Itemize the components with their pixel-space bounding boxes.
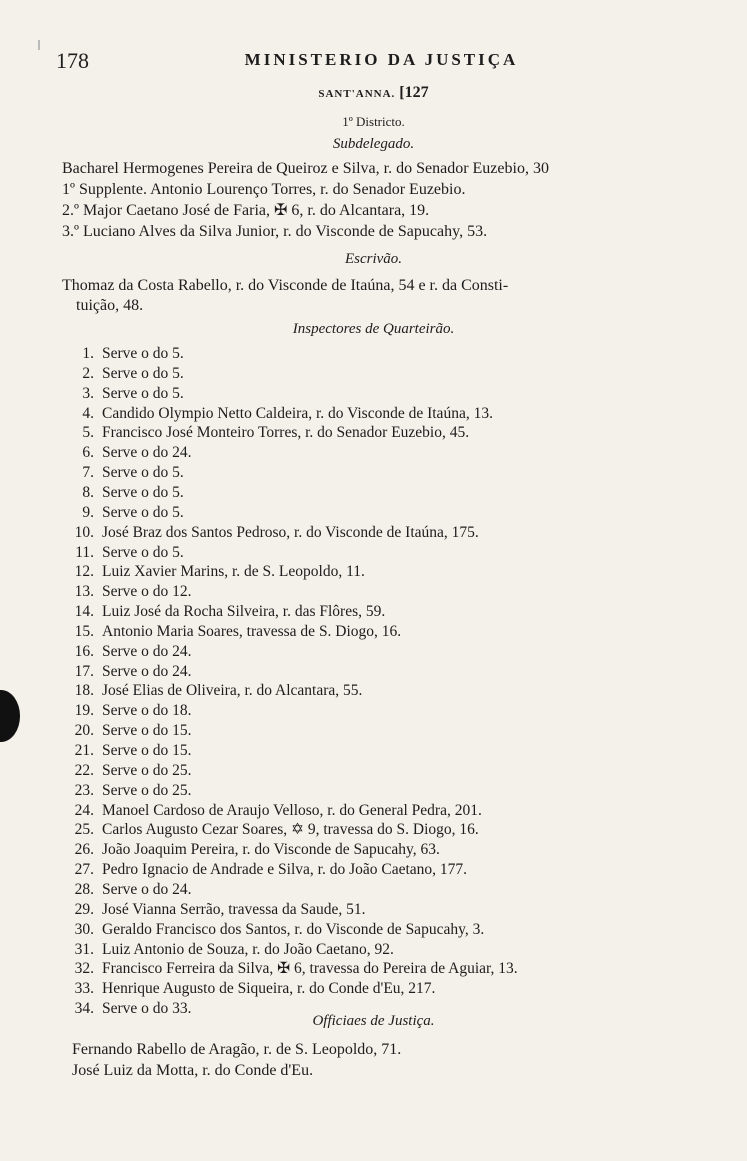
- inspector-text: Serve o do 24.: [102, 880, 192, 898]
- inspector-row: [64, 622, 704, 642]
- parish-prefix: SANT'ANNA.: [318, 88, 396, 100]
- inspector-text: Serve o do 5.: [102, 503, 184, 521]
- inspector-row: [64, 860, 704, 880]
- inspector-number: 12.: [74, 563, 94, 581]
- inspector-row: [64, 642, 704, 662]
- inspector-text: Serve o do 15.: [102, 742, 192, 759]
- inspector-row: [64, 979, 704, 999]
- inspector-number: 28.: [74, 880, 94, 898]
- inspector-number: 4.: [82, 404, 94, 422]
- inspector-row: [64, 761, 704, 781]
- subdelegado-line: Bacharel Hermogenes Pereira de Queiroz e Silva, r. do Senador Euzebio, 30: [62, 160, 549, 177]
- inspector-row: [64, 344, 704, 364]
- inspector-number: 33.: [74, 980, 94, 998]
- inspector-number: 32.: [74, 960, 94, 978]
- inspector-row: [64, 820, 704, 840]
- inspector-text: Carlos Augusto Cezar Soares, ✡ 9, travessa do S. Diogo, 16.: [102, 821, 479, 839]
- inspector-row: [64, 384, 704, 404]
- inspector-number: 24.: [74, 801, 94, 819]
- district-heading: 1º Districto.: [342, 114, 405, 129]
- inspector-text: Serve o do 5.: [102, 345, 184, 362]
- inspector-text: José Vianna Serrão, travessa da Saude, 51.: [102, 900, 366, 918]
- inspector-number: 8.: [82, 483, 94, 501]
- inspector-row: [64, 840, 704, 860]
- inspector-number: 13.: [74, 583, 94, 601]
- subdelegado-line: 2.º Major Caetano José de Faria, ✠ 6, r. do Alcantara, 19.: [62, 202, 430, 219]
- inspector-number: 6.: [82, 444, 94, 462]
- inspector-number: 16.: [74, 642, 94, 660]
- inspector-row: [64, 543, 704, 563]
- inspector-number: 19.: [74, 702, 94, 720]
- ink-blot: [0, 690, 20, 742]
- inspector-row: [64, 483, 704, 503]
- inspector-text: Luiz Xavier Marins, r. de S. Leopoldo, 11.: [102, 563, 365, 581]
- inspectores-heading: Inspectores de Quarteirão.: [292, 321, 455, 337]
- inspector-text: Luiz Antonio de Souza, r. do João Caetano, 92.: [102, 940, 394, 958]
- inspector-text: Serve o do 25.: [102, 761, 192, 779]
- inspector-row: [64, 602, 704, 622]
- inspector-text: João Joaquim Pereira, r. do Visconde de Sapucahy, 63.: [102, 841, 440, 859]
- inspector-row: [64, 503, 704, 523]
- inspector-row: [64, 900, 704, 920]
- inspector-row: [64, 404, 704, 424]
- inspector-number: 27.: [74, 861, 94, 879]
- inspector-row: [64, 562, 704, 582]
- inspector-text: Henrique Augusto de Siqueira, r. do Conde d'Eu, 217.: [102, 980, 436, 998]
- inspector-row: [64, 523, 704, 543]
- inspector-text: Serve o do 5.: [102, 464, 184, 482]
- inspector-number: 31.: [74, 940, 94, 958]
- inspector-row: [64, 423, 704, 443]
- inspector-number: 22.: [74, 761, 94, 779]
- inspector-number: 18.: [74, 682, 94, 700]
- inspector-number: 17.: [74, 662, 94, 680]
- inspector-row: [64, 721, 704, 741]
- inspector-row: [64, 662, 704, 682]
- officiaes-line: José Luiz da Motta, r. do Conde d'Eu.: [72, 1062, 314, 1079]
- margin-mark: [38, 40, 40, 50]
- inspector-text: Serve o do 25.: [102, 781, 192, 799]
- inspector-row: [64, 781, 704, 801]
- inspector-number: 25.: [74, 821, 94, 839]
- inspector-row: [64, 920, 704, 940]
- inspector-row: [64, 741, 704, 761]
- inspector-text: Luiz José da Rocha Silveira, r. das Flôres, 59.: [102, 603, 386, 621]
- inspector-number: 34.: [74, 1000, 94, 1018]
- inspector-number: 23.: [74, 781, 94, 799]
- inspector-text: Serve o do 5.: [102, 364, 184, 382]
- escrivao-entry: [62, 276, 703, 316]
- subdelegado-line: 1º Supplente. Antonio Lourenço Torres, r. do Senador Euzebio.: [62, 181, 466, 198]
- officiaes-line: Fernando Rabello de Aragão, r. de S. Leopoldo, 71.: [72, 1041, 402, 1058]
- inspector-number: 21.: [74, 742, 94, 759]
- inspector-row: [64, 463, 704, 483]
- inspector-number: 7.: [82, 464, 94, 482]
- inspector-row: [64, 959, 704, 979]
- inspector-number: 5.: [82, 424, 94, 442]
- inspector-number: 9.: [82, 503, 94, 521]
- inspector-row: [64, 364, 704, 384]
- parish-ref: [127: [399, 84, 429, 101]
- inspector-row: [64, 443, 704, 463]
- inspector-number: 15.: [74, 622, 94, 640]
- inspector-text: Geraldo Francisco dos Santos, r. do Visconde de Sapucahy, 3.: [102, 920, 485, 938]
- inspector-number: 10.: [74, 523, 94, 541]
- inspector-number: 2.: [82, 364, 94, 382]
- inspector-row: [64, 940, 704, 960]
- officiaes-heading: Officiaes de Justiça.: [312, 1013, 435, 1029]
- inspector-row: [64, 701, 704, 721]
- inspector-text: Serve o do 18.: [102, 702, 192, 720]
- inspector-number: 1.: [82, 345, 94, 362]
- running-head: MINISTERIO DA JUSTIÇA: [244, 50, 519, 69]
- inspector-row: [64, 681, 704, 701]
- subdelegado-heading: Subdelegado.: [332, 136, 415, 152]
- inspector-text: José Elias de Oliveira, r. do Alcantara, 55.: [102, 682, 363, 700]
- inspector-text: Antonio Maria Soares, travessa de S. Diogo, 16.: [102, 622, 402, 640]
- inspector-text: Pedro Ignacio de Andrade e Silva, r. do João Caetano, 177.: [102, 861, 468, 879]
- escrivao-heading: Escrivão.: [344, 251, 403, 267]
- inspector-number: 3.: [82, 384, 94, 402]
- page-header: [56, 48, 707, 76]
- inspector-number: 20.: [74, 722, 94, 740]
- escrivao-line: Thomaz da Costa Rabello, r. do Visconde de Itaúna, 54 e r. da Consti-: [62, 277, 509, 294]
- inspector-text: Serve o do 12.: [102, 583, 192, 601]
- inspector-row: [64, 582, 704, 602]
- inspector-number: 14.: [74, 603, 94, 621]
- inspector-text: Serve o do 5.: [102, 483, 184, 501]
- inspector-text: José Braz dos Santos Pedroso, r. do Visconde de Itaúna, 175.: [102, 523, 479, 541]
- inspector-text: Francisco Ferreira da Silva, ✠ 6, travessa do Pereira de Aguiar, 13.: [102, 960, 518, 978]
- inspector-text: Serve o do 15.: [102, 722, 192, 740]
- page-number: 178: [56, 48, 89, 73]
- inspector-text: Serve o do 24.: [102, 642, 192, 660]
- inspector-text: Candido Olympio Netto Caldeira, r. do Visconde de Itaúna, 13.: [102, 404, 493, 422]
- inspector-number: 11.: [75, 543, 94, 561]
- inspector-text: Serve o do 5.: [102, 384, 184, 402]
- inspector-number: 29.: [74, 900, 94, 918]
- subdelegado-line: 3.º Luciano Alves da Silva Junior, r. do Visconde de Sapucahy, 53.: [62, 223, 488, 240]
- escrivao-line: tuição, 48.: [76, 297, 144, 314]
- inspector-row: [64, 880, 704, 900]
- inspector-text: Serve o do 33.: [102, 1000, 192, 1018]
- inspector-number: 26.: [74, 841, 94, 859]
- inspector-row: [64, 801, 704, 821]
- inspector-text: Manoel Cardoso de Araujo Velloso, r. do General Pedra, 201.: [102, 801, 482, 819]
- inspector-text: Serve o do 24.: [102, 662, 192, 680]
- parish-heading: [0, 84, 747, 102]
- inspector-text: Serve o do 5.: [102, 543, 184, 561]
- inspector-number: 30.: [74, 920, 94, 938]
- inspector-text: Serve o do 24.: [102, 444, 192, 462]
- inspector-text: Francisco José Monteiro Torres, r. do Senador Euzebio, 45.: [102, 424, 470, 442]
